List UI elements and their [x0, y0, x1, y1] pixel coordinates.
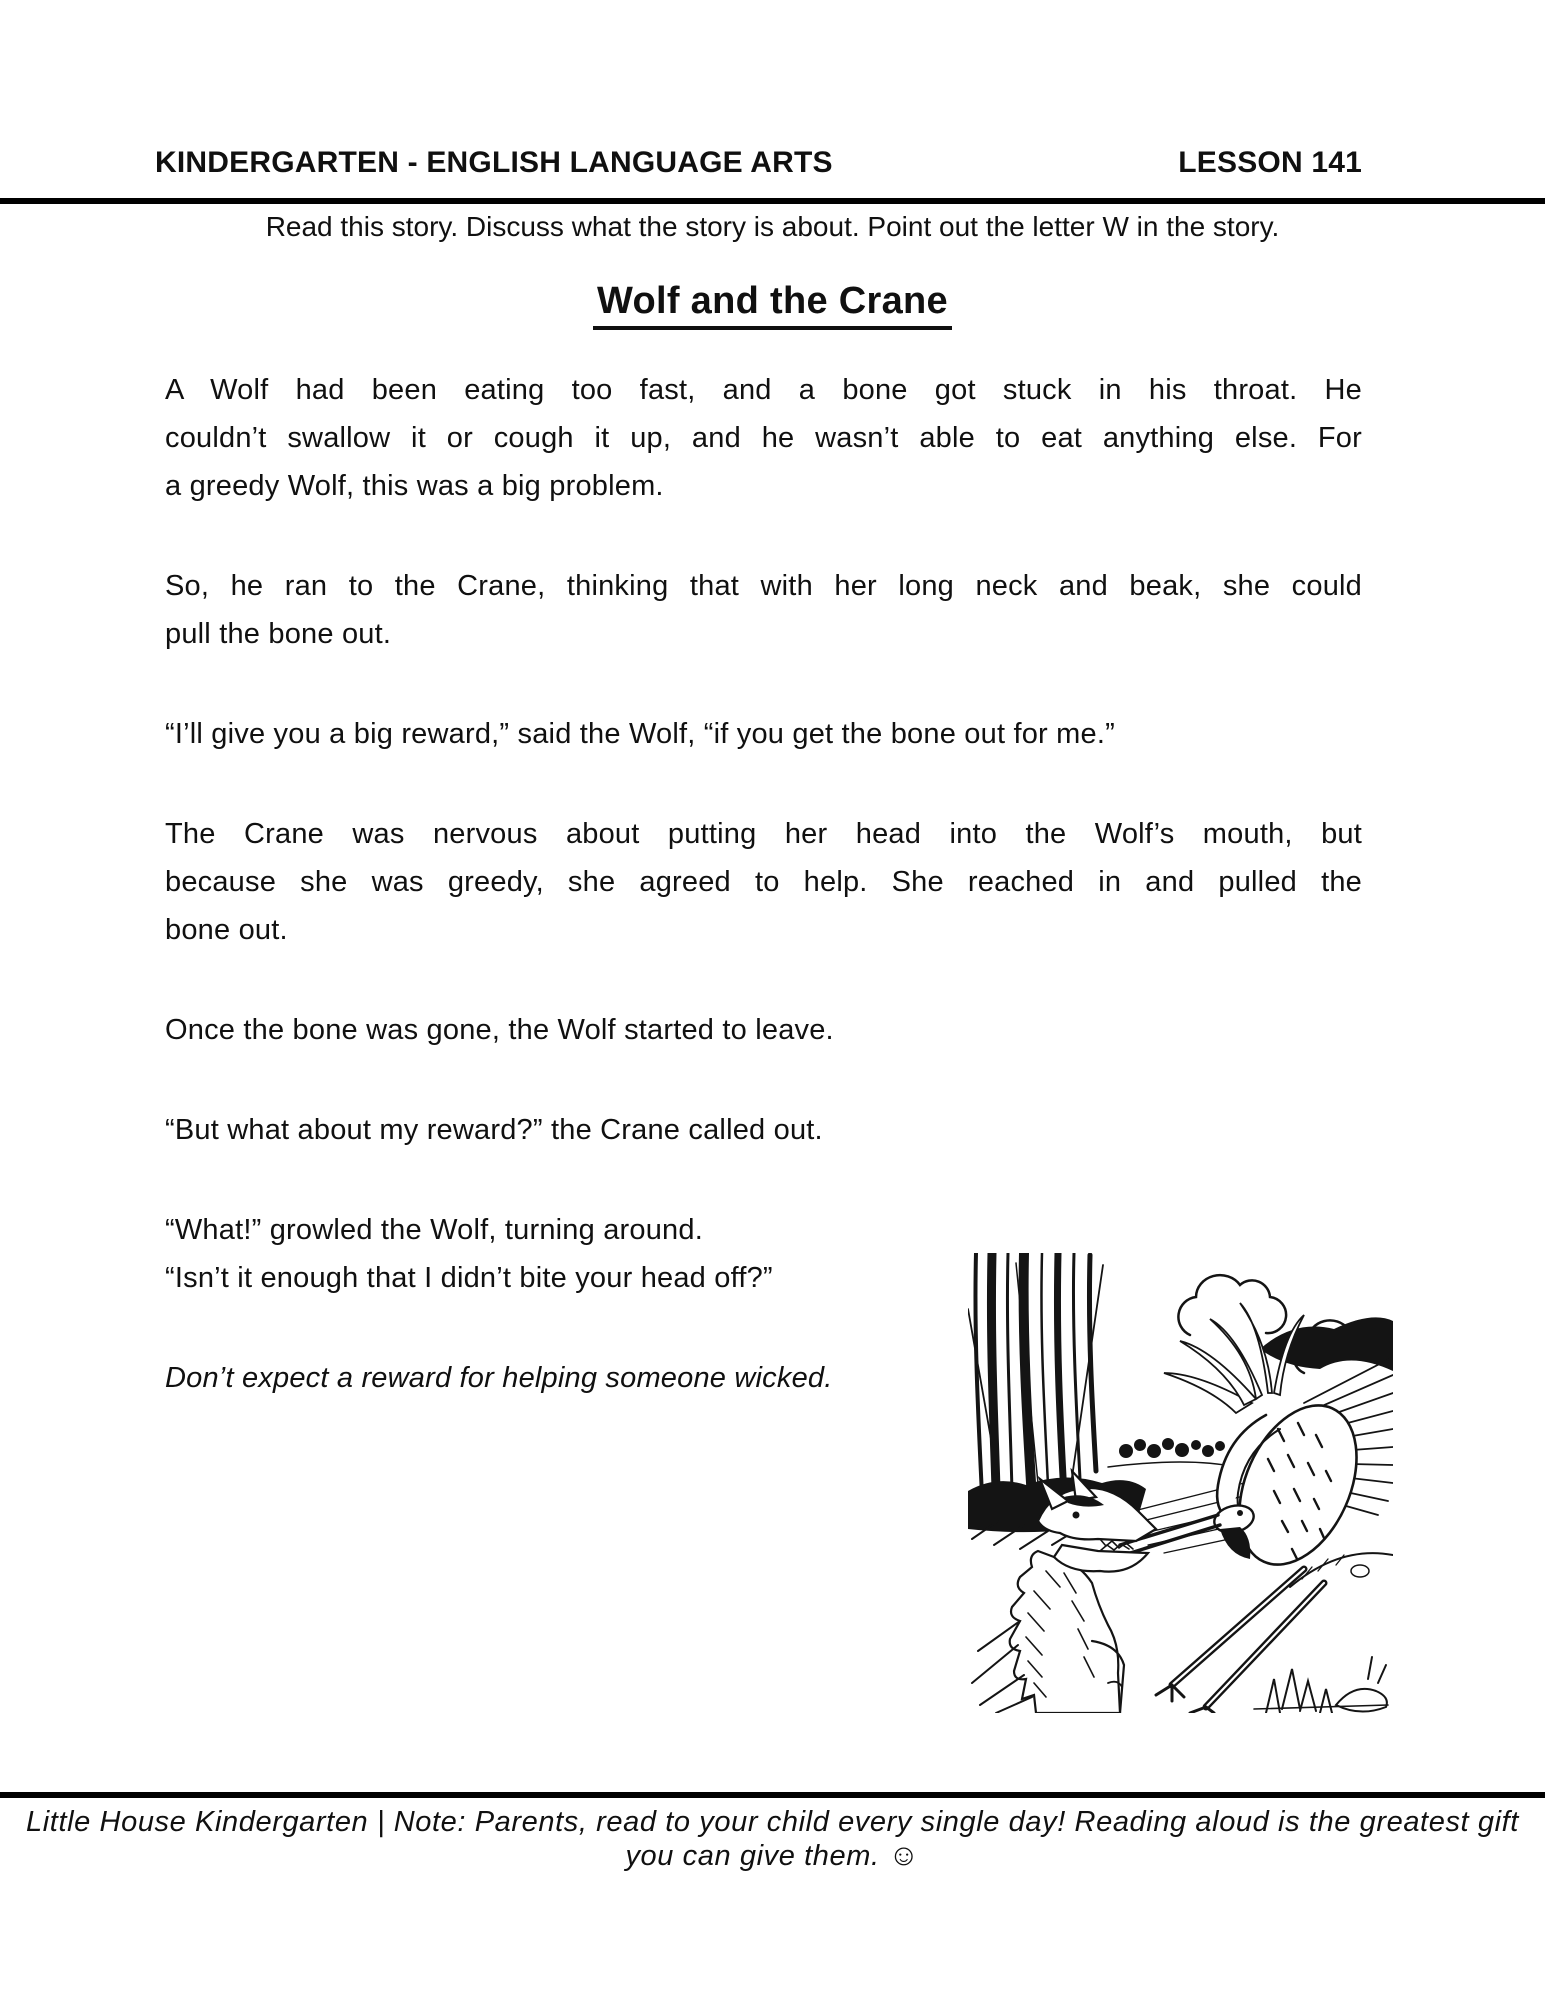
story-title-text: Wolf and the Crane [593, 280, 952, 330]
wolf-and-crane-drawing [968, 1253, 1393, 1713]
story-title [0, 280, 1545, 330]
story-line: “What!” growled the Wolf, turning around. [165, 1214, 703, 1246]
story-paragraph-5 [165, 1006, 1362, 1054]
page-header [155, 146, 1362, 180]
footer-note [0, 1806, 1545, 1873]
story-paragraph-1 [165, 366, 1362, 510]
story-line: bone out. [165, 914, 288, 946]
story-line: A Wolf had been eating too fast, and a bone got stuck in his throat. He [165, 374, 1362, 406]
story-paragraph-2 [165, 562, 1362, 658]
footer-divider [0, 1792, 1545, 1798]
header-lesson-label: LESSON 141 [1178, 146, 1362, 179]
story-paragraph-3 [165, 710, 1362, 758]
story-line: pull the bone out. [165, 618, 392, 650]
footer-note-text: Little House Kindergarten | Note: Parents, read to your child every single day! Reading aloud is the greatest gift you can give them. [26, 1806, 1519, 1872]
header-divider [0, 198, 1545, 204]
story-line: couldn’t swallow it or cough it up, and he wasn’t able to eat anything else. For [165, 422, 1362, 454]
story-line: because she was greedy, she agreed to help. She reached in and pulled the [165, 866, 1362, 898]
story-line: “Isn’t it enough that I didn’t bite your head off?” [165, 1262, 773, 1294]
story-line: “But what about my reward?” the Crane called out. [165, 1114, 823, 1146]
story-paragraph-6 [165, 1106, 1362, 1154]
story-paragraph-4 [165, 810, 1362, 954]
story-line: Once the bone was gone, the Wolf started to leave. [165, 1014, 834, 1046]
header-course-label: KINDERGARTEN - ENGLISH LANGUAGE ARTS [155, 146, 833, 179]
story-line: Don’t expect a reward for helping someone wicked. [165, 1362, 833, 1394]
smiley-icon: ☺ [888, 1839, 920, 1872]
story-line: “I’ll give you a big reward,” said the Wolf, “if you get the bone out for me.” [165, 718, 1115, 750]
story-illustration [968, 1253, 1393, 1713]
story-line: The Crane was nervous about putting her head into the Wolf’s mouth, but [165, 818, 1362, 850]
instruction-text: Read this story. Discuss what the story is about. Point out the letter W in the story. [265, 211, 1280, 242]
story-line: a greedy Wolf, this was a big problem. [165, 470, 664, 502]
story-line: So, he ran to the Crane, thinking that with her long neck and beak, she could [165, 570, 1362, 602]
